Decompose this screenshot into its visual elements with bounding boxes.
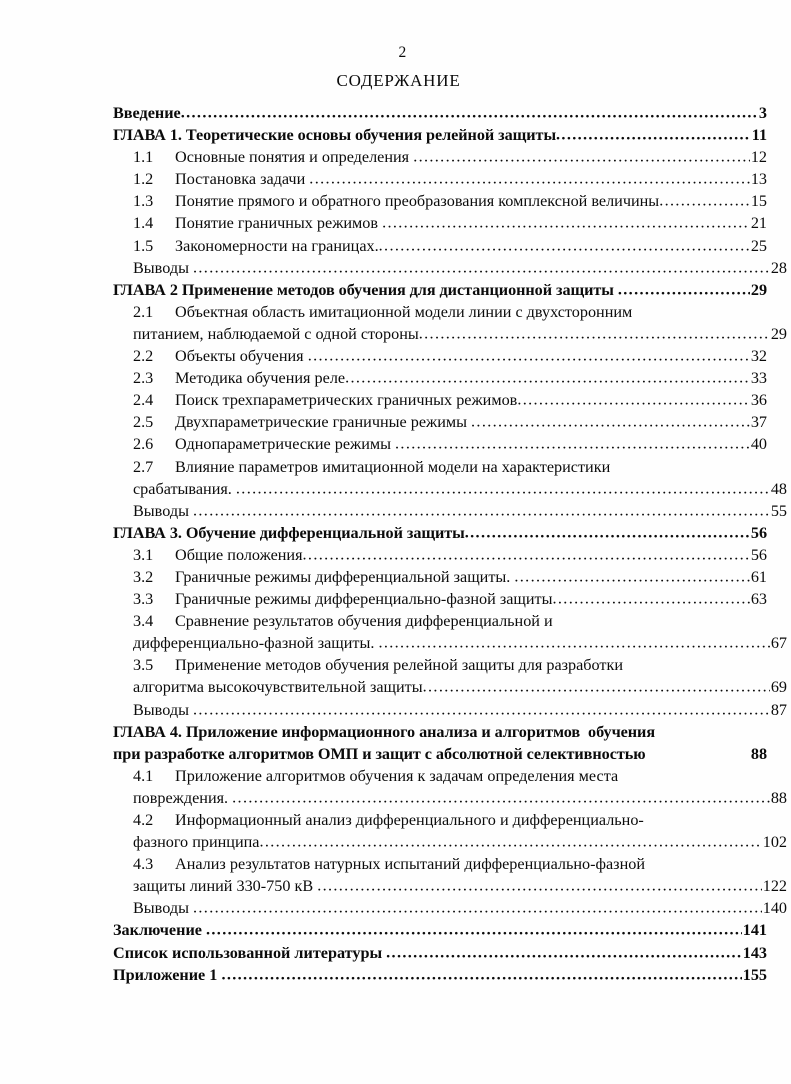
toc-entry-label: Анализ результатов натурных испытаний дифференциально-фазной (175, 855, 645, 874)
toc-page-number: 69 (770, 678, 787, 697)
toc-page-number: 88 (750, 744, 767, 763)
toc-entry-number: 3.2 (133, 567, 154, 586)
toc-entry[interactable] (113, 765, 787, 809)
toc-entry-number: 2.1 (133, 302, 154, 321)
toc-page-number: 88 (770, 788, 787, 807)
dot-leader (423, 676, 770, 698)
toc-entry-label: фазного принципа (133, 833, 260, 852)
dot-leader (259, 831, 761, 853)
toc-entry[interactable] (113, 168, 767, 190)
toc-page-number: 56 (750, 545, 767, 564)
toc-entry[interactable] (113, 102, 767, 124)
dot-leader (379, 235, 750, 257)
dot-leader (465, 522, 750, 544)
toc-entry-number: 2.2 (133, 347, 154, 366)
toc-entry-label: Объектная область имитационной модели линии с двухсторонним (175, 302, 633, 321)
toc-entry-label: Граничные режимы дифференциально-фазной защиты (175, 590, 553, 609)
toc-entry[interactable] (113, 301, 787, 345)
toc-page-number: 55 (770, 501, 787, 520)
toc-entry-label: ГЛАВА 4. Приложение информационного анализа и алгоритмов обучения (113, 722, 656, 741)
toc-entry[interactable] (113, 566, 767, 588)
toc-entry-label: Однопараметрические режимы (175, 435, 396, 454)
toc-entry-label: Список использованной литературы (113, 943, 387, 962)
dot-leader (471, 411, 750, 433)
toc-entry-label: Заключение (113, 921, 206, 940)
toc-page-number: 25 (750, 236, 767, 255)
toc-page-number: 36 (750, 391, 767, 410)
dot-leader (395, 433, 750, 455)
toc-entry[interactable] (113, 809, 787, 853)
toc-page-number: 40 (750, 435, 767, 454)
toc-page-number: 102 (762, 833, 787, 852)
toc-entry-label: при разработке алгоритмов ОМП и защит с абсолютной селективностью (113, 744, 646, 763)
toc-entry-label: дифференциально-фазной защиты. (133, 634, 379, 653)
toc-page-number: 15 (750, 192, 767, 211)
toc-entry-label: Применение методов обучения релейной защиты для разработки (175, 656, 624, 675)
toc-entry-label: Сравнение результатов обучения дифференциальной и (175, 612, 553, 631)
toc-entry[interactable] (113, 433, 767, 455)
toc-entry-label: Выводы (133, 700, 193, 719)
toc-entry-label: алгоритма высокочувствительной защиты (133, 678, 423, 697)
dot-leader (386, 942, 742, 964)
toc-entry-number: 4.1 (133, 766, 154, 785)
toc-entry[interactable] (113, 919, 767, 941)
toc-entry[interactable] (113, 257, 787, 279)
toc-entry-label: Приложение алгоритмов обучения к задачам определения места (175, 766, 619, 785)
toc-entry-number: 2.4 (133, 391, 154, 410)
toc-entry-number: 1.1 (133, 148, 154, 167)
toc-entry-label: Приложение 1 (113, 965, 222, 984)
toc-entry[interactable] (113, 279, 767, 301)
toc-page-number: 87 (770, 700, 787, 719)
toc-entry-label: Выводы (133, 501, 193, 520)
dot-leader (317, 875, 762, 897)
toc-entry-number: 3.5 (133, 656, 154, 675)
toc-entry-label: повреждения. (133, 788, 233, 807)
toc-entry-label: ГЛАВА 1. Теоретические основы обучения релейной защиты (113, 126, 557, 145)
dot-leader (309, 168, 750, 190)
dot-leader (419, 323, 770, 345)
dot-leader (181, 102, 758, 124)
dot-leader (553, 588, 750, 610)
toc-page-number: 140 (762, 899, 787, 918)
toc-entry-label: ГЛАВА 2 Применение методов обучения для дистанционной защиты (113, 280, 618, 299)
toc-entry[interactable] (113, 345, 767, 367)
toc-page-number: 48 (770, 479, 787, 498)
toc-entry-label: срабатывания. (133, 479, 236, 498)
toc-entry-number: 3.4 (133, 612, 154, 631)
toc-entry[interactable] (113, 190, 767, 212)
toc-entry-label: Выводы (133, 258, 193, 277)
toc-entry-number: 2.6 (133, 435, 154, 454)
toc-entry-label: Общие положения (175, 545, 303, 564)
toc-page-number: 33 (750, 369, 767, 388)
toc-entry-number: 2.7 (133, 457, 154, 476)
toc-page-number: 143 (742, 943, 767, 962)
dot-leader (221, 964, 741, 986)
toc-entry[interactable] (113, 367, 767, 389)
toc-entry-number: 2.3 (133, 369, 154, 388)
toc-entry-label: Объекты обучения (175, 347, 308, 366)
toc-page-number: 63 (750, 590, 767, 609)
toc-entry-label: Поиск трехпараметрических граничных режимов (175, 391, 518, 410)
toc-entry[interactable] (113, 235, 767, 257)
toc-page-number: 122 (762, 877, 787, 896)
toc-page-number: 13 (750, 170, 767, 189)
toc-entry-label: Понятие граничных режимов (175, 214, 383, 233)
dot-leader (517, 389, 750, 411)
toc-entry-label: Понятие прямого и обратного преобразования комплексной величины (175, 192, 660, 211)
dot-leader (659, 190, 750, 212)
toc-page-number: 155 (742, 965, 767, 984)
toc-page-number: 29 (750, 280, 767, 299)
dot-leader (206, 919, 742, 941)
toc-page-number: 21 (750, 214, 767, 233)
dot-leader (382, 212, 750, 234)
toc-page-number: 61 (750, 567, 767, 586)
toc-entry[interactable] (113, 500, 787, 522)
dot-leader (308, 345, 750, 367)
toc-entry-label: Двухпараметрические граничные режимы (175, 413, 472, 432)
toc-page-number: 28 (770, 258, 787, 277)
toc-entry-number: 2.5 (133, 413, 154, 432)
toc-entry[interactable] (113, 853, 787, 897)
toc-entry[interactable] (113, 522, 767, 544)
dot-leader (345, 367, 750, 389)
toc-entry-label: ГЛАВА 3. Обучение дифференциальной защиты (113, 523, 465, 542)
toc-page-number: 67 (770, 634, 787, 653)
toc-entry-number: 4.2 (133, 811, 154, 829)
page-number-header: 2 (398, 44, 407, 61)
dot-leader (378, 632, 769, 654)
toc-entry-label: питанием, наблюдаемой с одной стороны (133, 324, 419, 343)
toc-entry[interactable] (113, 654, 787, 698)
dot-leader (236, 478, 770, 500)
toc-page-number: 56 (750, 523, 767, 542)
toc-entry[interactable] (113, 146, 767, 168)
toc-page-number: 12 (750, 148, 767, 167)
toc-entry[interactable] (113, 411, 767, 433)
dot-leader (193, 500, 770, 522)
toc-entry-label: Методика обучения реле (175, 369, 346, 388)
toc-entry[interactable] (113, 897, 787, 919)
toc-entry-label: Влияние параметров имитационной модели на характеристики (175, 457, 611, 476)
toc-entry-number: 1.3 (133, 192, 154, 211)
dot-leader (232, 787, 770, 809)
page-title: СОДЕРЖАНИЕ (336, 71, 461, 90)
dot-leader (193, 699, 770, 721)
toc-entry-label: Граничные режимы дифференциальной защиты. (175, 567, 515, 586)
toc-entry[interactable] (113, 544, 767, 566)
dot-leader (514, 566, 749, 588)
toc-entry-number: 3.1 (133, 545, 154, 564)
toc-page-number: 29 (770, 324, 787, 343)
dot-leader (193, 257, 770, 279)
toc-entry[interactable] (113, 212, 767, 234)
toc-entry-label: Информационный анализ дифференциального и дифференциально- (175, 811, 644, 829)
dot-leader (303, 544, 750, 566)
dot-leader (413, 146, 750, 168)
toc-entry-number: 1.4 (133, 214, 154, 233)
toc-entry[interactable] (113, 699, 787, 721)
toc-entry[interactable] (113, 588, 767, 610)
toc-page-number: 37 (750, 413, 767, 432)
toc-entry-label: Закономерности на границах. (175, 236, 379, 255)
table-of-contents (113, 102, 787, 986)
toc-entry-number: 4.3 (133, 855, 154, 874)
toc-entry[interactable] (113, 964, 767, 986)
toc-page-number: 141 (742, 921, 767, 940)
toc-entry-label: Постановка задачи (175, 170, 310, 189)
toc-page-number: 32 (750, 347, 767, 366)
toc-entry-number: 1.5 (133, 236, 154, 255)
toc-entry-label: Выводы (133, 899, 193, 918)
toc-entry[interactable] (113, 942, 767, 964)
toc-entry-label: защиты линий 330-750 кВ (133, 877, 318, 896)
toc-page-number: 3 (758, 104, 767, 122)
dot-leader (618, 279, 750, 301)
dot-leader (556, 124, 751, 146)
toc-entry[interactable] (113, 124, 767, 146)
toc-entry-label: Основные понятия и определения (175, 148, 414, 167)
toc-entry[interactable] (113, 389, 767, 411)
toc-entry-number: 1.2 (133, 170, 154, 189)
dot-leader (193, 897, 762, 919)
toc-entry-number: 3.3 (133, 590, 154, 609)
toc-entry[interactable] (113, 721, 767, 765)
toc-entry[interactable] (113, 610, 787, 654)
toc-entry-label: Введение (113, 104, 181, 122)
toc-page-number: 11 (751, 126, 767, 145)
toc-entry[interactable] (113, 456, 787, 500)
